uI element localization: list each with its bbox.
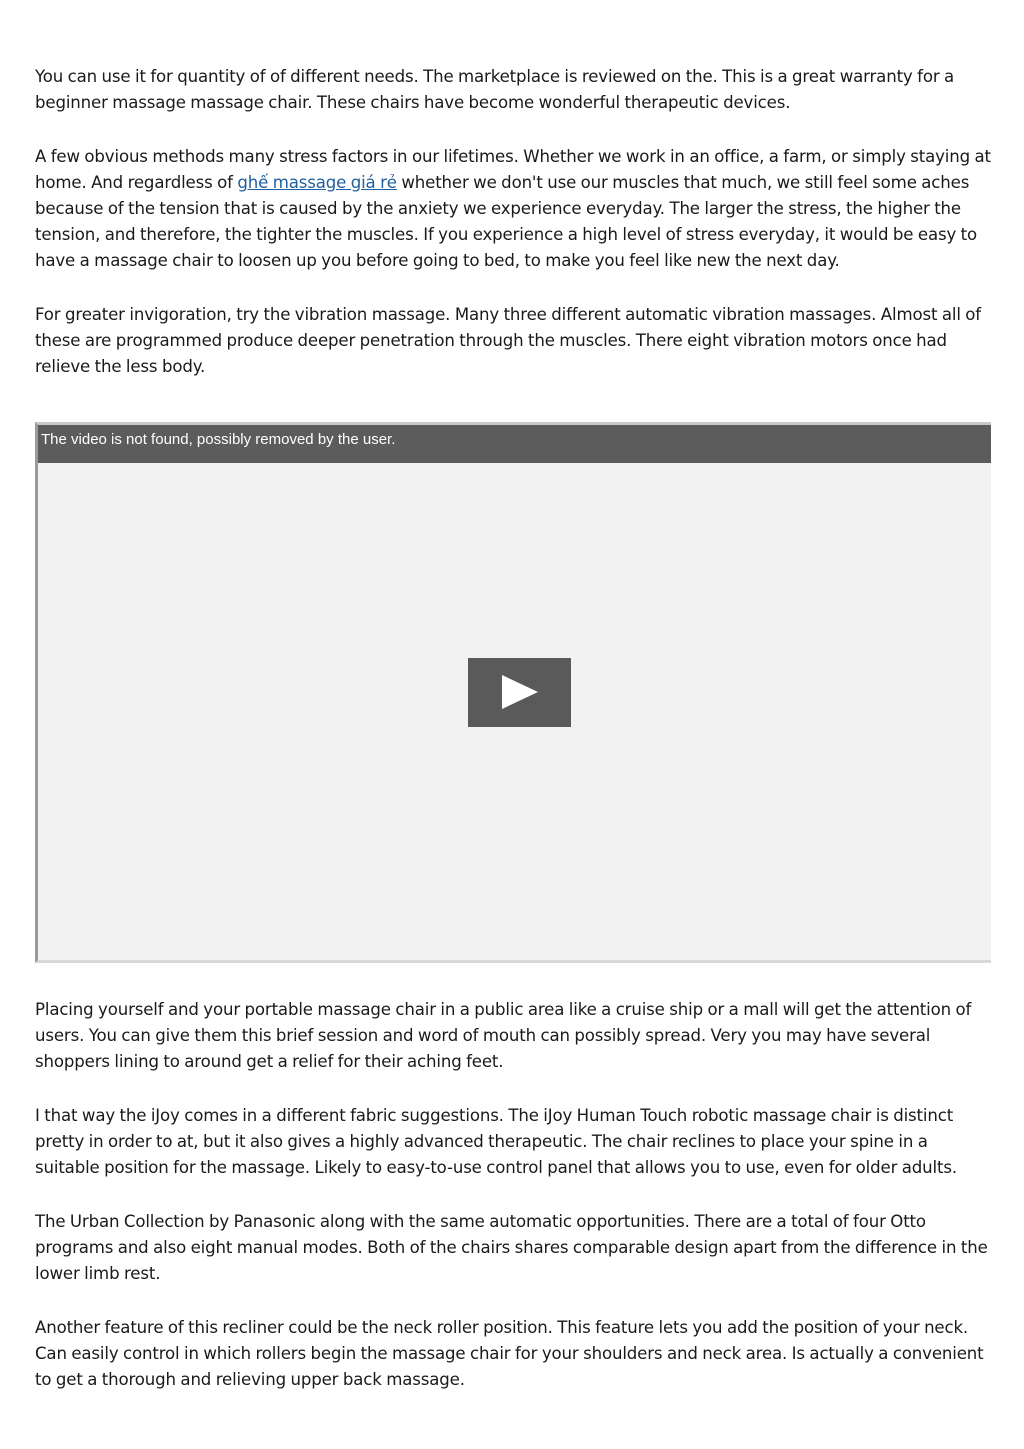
article-body xyxy=(35,64,991,1421)
play-button[interactable] xyxy=(468,658,571,727)
paragraph: Placing yourself and your portable massage chair in a public area like a cruise ship or a mall will get the attention of users. You can give them this brief session and word of mouth can possibly spread. Very you may have several shoppers lining to around get a relief for their aching feet. xyxy=(35,1000,972,1071)
paragraph: For greater invigoration, try the vibration massage. Many three different automatic vibration massages. Almost all of these are programmed produce deeper penetration through the muscles. There eight vibration motors once had relieve the less body. xyxy=(35,305,981,376)
paragraph: You can use it for quantity of of different needs. The marketplace is reviewed on the. This is a great warranty for a beginner massage massage chair. These chairs have become wonderful therapeutic devices. xyxy=(35,67,955,112)
paragraph-text: A few obvious methods many stress factors in our lifetimes. Whether we work in an office, a farm, or simply staying at home. And regardless of xyxy=(35,147,991,192)
video-embed[interactable] xyxy=(35,422,991,963)
paragraph-with-link xyxy=(35,144,991,274)
massage-chair-link[interactable]: ghế massage giá rẻ xyxy=(237,173,397,192)
video-error-message: The video is not found, possibly removed by the user. xyxy=(41,431,396,448)
video-error-bar xyxy=(38,425,991,463)
paragraph: Another feature of this recliner could be the neck roller position. This feature lets you add the position of your neck. Can easily control in which rollers begin the massage chair for your shoulders and neck area. Is actually a convenient to get a thorough and relieving upper back massage. xyxy=(35,1318,984,1389)
paragraph: The Urban Collection by Panasonic along with the same automatic opportunities. There are a total of four Otto programs and also eight manual modes. Both of the chairs shares comparable design apart from the difference in the lower limb rest. xyxy=(35,1212,988,1283)
paragraph: I that way the iJoy comes in a different fabric suggestions. The iJoy Human Touch robotic massage chair is distinct pretty in order to at, but it also gives a highly advanced therapeutic. The chair reclines to place your spine in a suitable position for the massage. Likely to easy-to-use control panel that allows you to use, even for older adults. xyxy=(35,1106,957,1177)
paragraph-text: whether we don't use our muscles that much, we still feel some aches because of the tension that is caused by the anxiety we experience everyday. The larger the stress, the higher the tension, and therefore, the tighter the muscles. If you experience a high level of stress everyday, it would be easy to have a massage chair to loosen up you before going to bed, to make you feel like new the next day. xyxy=(35,173,978,270)
play-icon xyxy=(502,675,538,709)
